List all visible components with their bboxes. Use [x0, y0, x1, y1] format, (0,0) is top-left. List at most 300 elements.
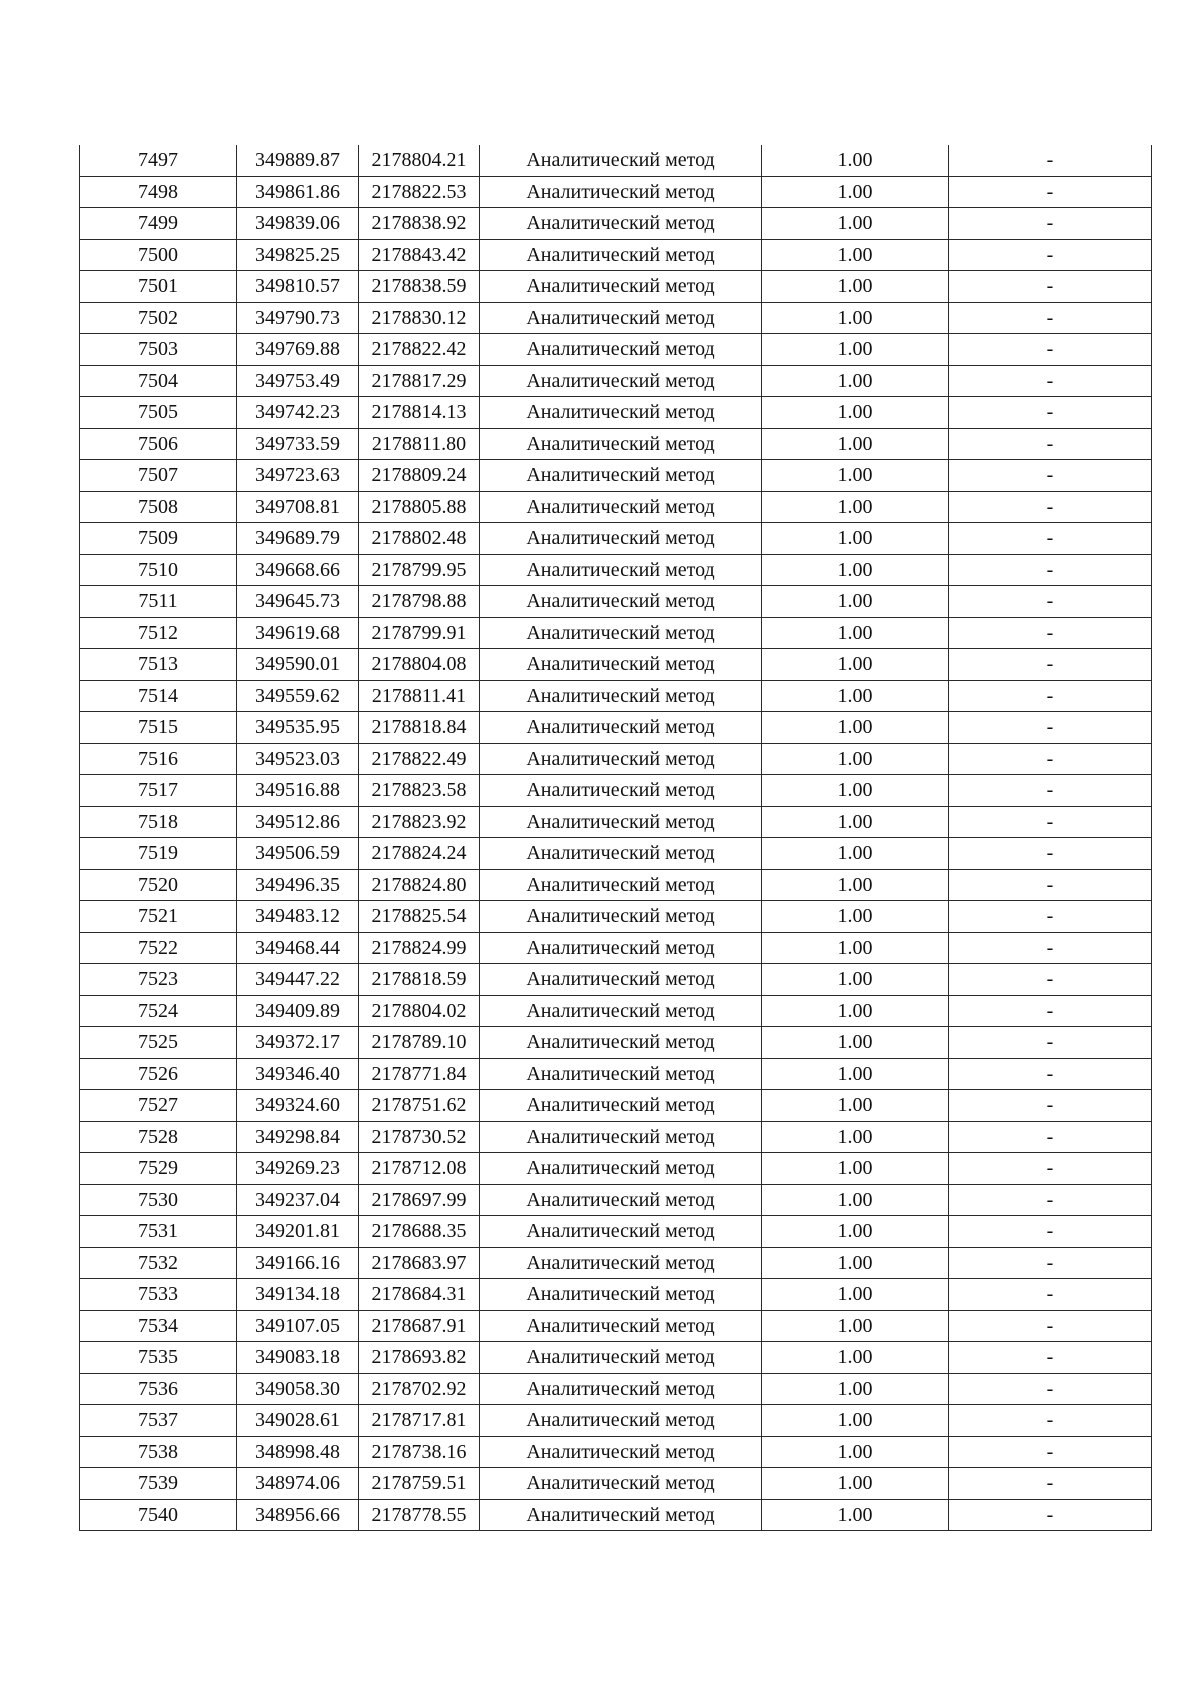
table-row	[80, 302, 1152, 334]
y-coordinate-cell: 2178804.02	[359, 995, 480, 1027]
accuracy-cell: 1.00	[762, 1247, 949, 1279]
method-cell: Аналитический метод	[480, 1373, 762, 1405]
accuracy-cell: 1.00	[762, 1027, 949, 1059]
x-coordinate-cell: 349506.59	[237, 838, 359, 870]
point-number-cell: 7501	[80, 271, 237, 303]
method-cell: Аналитический метод	[480, 1279, 762, 1311]
note-cell: -	[949, 1436, 1152, 1468]
point-number-cell: 7518	[80, 806, 237, 838]
method-cell: Аналитический метод	[480, 995, 762, 1027]
table-row	[80, 523, 1152, 555]
note-cell: -	[949, 1121, 1152, 1153]
note-cell: -	[949, 743, 1152, 775]
note-cell: -	[949, 271, 1152, 303]
table-row	[80, 1373, 1152, 1405]
method-cell: Аналитический метод	[480, 460, 762, 492]
y-coordinate-cell: 2178822.42	[359, 334, 480, 366]
point-number-cell: 7516	[80, 743, 237, 775]
accuracy-cell: 1.00	[762, 995, 949, 1027]
method-cell: Аналитический метод	[480, 365, 762, 397]
coordinates-table-body	[80, 145, 1152, 1531]
point-number-cell: 7540	[80, 1499, 237, 1531]
x-coordinate-cell: 348998.48	[237, 1436, 359, 1468]
x-coordinate-cell: 349298.84	[237, 1121, 359, 1153]
y-coordinate-cell: 2178789.10	[359, 1027, 480, 1059]
table-row	[80, 1310, 1152, 1342]
point-number-cell: 7497	[80, 145, 237, 176]
y-coordinate-cell: 2178823.92	[359, 806, 480, 838]
point-number-cell: 7527	[80, 1090, 237, 1122]
y-coordinate-cell: 2178759.51	[359, 1468, 480, 1500]
table-row	[80, 239, 1152, 271]
note-cell: -	[949, 302, 1152, 334]
table-row	[80, 964, 1152, 996]
point-number-cell: 7511	[80, 586, 237, 618]
note-cell: -	[949, 1279, 1152, 1311]
note-cell: -	[949, 1342, 1152, 1374]
method-cell: Аналитический метод	[480, 1216, 762, 1248]
accuracy-cell: 1.00	[762, 1184, 949, 1216]
x-coordinate-cell: 349619.68	[237, 617, 359, 649]
method-cell: Аналитический метод	[480, 1090, 762, 1122]
y-coordinate-cell: 2178688.35	[359, 1216, 480, 1248]
point-number-cell: 7523	[80, 964, 237, 996]
accuracy-cell: 1.00	[762, 901, 949, 933]
method-cell: Аналитический метод	[480, 712, 762, 744]
note-cell: -	[949, 1153, 1152, 1185]
method-cell: Аналитический метод	[480, 617, 762, 649]
y-coordinate-cell: 2178771.84	[359, 1058, 480, 1090]
accuracy-cell: 1.00	[762, 1121, 949, 1153]
table-row	[80, 428, 1152, 460]
table-row	[80, 1342, 1152, 1374]
accuracy-cell: 1.00	[762, 932, 949, 964]
point-number-cell: 7535	[80, 1342, 237, 1374]
method-cell: Аналитический метод	[480, 523, 762, 555]
table-row	[80, 932, 1152, 964]
note-cell: -	[949, 1027, 1152, 1059]
method-cell: Аналитический метод	[480, 1342, 762, 1374]
point-number-cell: 7506	[80, 428, 237, 460]
method-cell: Аналитический метод	[480, 1058, 762, 1090]
accuracy-cell: 1.00	[762, 239, 949, 271]
table-row	[80, 1468, 1152, 1500]
method-cell: Аналитический метод	[480, 145, 762, 176]
point-number-cell: 7509	[80, 523, 237, 555]
y-coordinate-cell: 2178687.91	[359, 1310, 480, 1342]
x-coordinate-cell: 349668.66	[237, 554, 359, 586]
method-cell: Аналитический метод	[480, 1499, 762, 1531]
note-cell: -	[949, 1247, 1152, 1279]
table-row	[80, 712, 1152, 744]
table-row	[80, 271, 1152, 303]
method-cell: Аналитический метод	[480, 1153, 762, 1185]
method-cell: Аналитический метод	[480, 208, 762, 240]
x-coordinate-cell: 349559.62	[237, 680, 359, 712]
point-number-cell: 7512	[80, 617, 237, 649]
y-coordinate-cell: 2178838.59	[359, 271, 480, 303]
note-cell: -	[949, 649, 1152, 681]
table-row	[80, 1184, 1152, 1216]
point-number-cell: 7530	[80, 1184, 237, 1216]
table-row	[80, 460, 1152, 492]
table-row	[80, 176, 1152, 208]
note-cell: -	[949, 712, 1152, 744]
accuracy-cell: 1.00	[762, 712, 949, 744]
accuracy-cell: 1.00	[762, 1499, 949, 1531]
note-cell: -	[949, 460, 1152, 492]
table-row	[80, 1436, 1152, 1468]
point-number-cell: 7534	[80, 1310, 237, 1342]
y-coordinate-cell: 2178824.80	[359, 869, 480, 901]
accuracy-cell: 1.00	[762, 806, 949, 838]
point-number-cell: 7503	[80, 334, 237, 366]
note-cell: -	[949, 176, 1152, 208]
x-coordinate-cell: 349769.88	[237, 334, 359, 366]
y-coordinate-cell: 2178809.24	[359, 460, 480, 492]
method-cell: Аналитический метод	[480, 1436, 762, 1468]
accuracy-cell: 1.00	[762, 176, 949, 208]
table-row	[80, 586, 1152, 618]
method-cell: Аналитический метод	[480, 239, 762, 271]
x-coordinate-cell: 349523.03	[237, 743, 359, 775]
accuracy-cell: 1.00	[762, 397, 949, 429]
point-number-cell: 7513	[80, 649, 237, 681]
y-coordinate-cell: 2178684.31	[359, 1279, 480, 1311]
table-row	[80, 838, 1152, 870]
table-row	[80, 995, 1152, 1027]
method-cell: Аналитический метод	[480, 1247, 762, 1279]
method-cell: Аналитический метод	[480, 397, 762, 429]
method-cell: Аналитический метод	[480, 586, 762, 618]
note-cell: -	[949, 1058, 1152, 1090]
point-number-cell: 7539	[80, 1468, 237, 1500]
accuracy-cell: 1.00	[762, 1373, 949, 1405]
table-row	[80, 1090, 1152, 1122]
point-number-cell: 7525	[80, 1027, 237, 1059]
x-coordinate-cell: 349645.73	[237, 586, 359, 618]
note-cell: -	[949, 365, 1152, 397]
y-coordinate-cell: 2178804.21	[359, 145, 480, 176]
table-row	[80, 901, 1152, 933]
note-cell: -	[949, 901, 1152, 933]
point-number-cell: 7533	[80, 1279, 237, 1311]
note-cell: -	[949, 491, 1152, 523]
accuracy-cell: 1.00	[762, 1279, 949, 1311]
note-cell: -	[949, 838, 1152, 870]
note-cell: -	[949, 239, 1152, 271]
table-row	[80, 208, 1152, 240]
note-cell: -	[949, 428, 1152, 460]
x-coordinate-cell: 349324.60	[237, 1090, 359, 1122]
table-row	[80, 491, 1152, 523]
point-number-cell: 7520	[80, 869, 237, 901]
y-coordinate-cell: 2178730.52	[359, 1121, 480, 1153]
x-coordinate-cell: 349708.81	[237, 491, 359, 523]
accuracy-cell: 1.00	[762, 1216, 949, 1248]
point-number-cell: 7500	[80, 239, 237, 271]
table-row	[80, 1279, 1152, 1311]
accuracy-cell: 1.00	[762, 302, 949, 334]
x-coordinate-cell: 348974.06	[237, 1468, 359, 1500]
x-coordinate-cell: 349753.49	[237, 365, 359, 397]
x-coordinate-cell: 349590.01	[237, 649, 359, 681]
table-row	[80, 145, 1152, 176]
x-coordinate-cell: 349483.12	[237, 901, 359, 933]
table-row	[80, 1027, 1152, 1059]
y-coordinate-cell: 2178712.08	[359, 1153, 480, 1185]
y-coordinate-cell: 2178683.97	[359, 1247, 480, 1279]
y-coordinate-cell: 2178717.81	[359, 1405, 480, 1437]
method-cell: Аналитический метод	[480, 1310, 762, 1342]
table-row	[80, 1153, 1152, 1185]
table-row	[80, 1058, 1152, 1090]
point-number-cell: 7517	[80, 775, 237, 807]
table-row	[80, 1247, 1152, 1279]
x-coordinate-cell: 348956.66	[237, 1499, 359, 1531]
x-coordinate-cell: 349825.25	[237, 239, 359, 271]
x-coordinate-cell: 349723.63	[237, 460, 359, 492]
point-number-cell: 7538	[80, 1436, 237, 1468]
y-coordinate-cell: 2178818.59	[359, 964, 480, 996]
x-coordinate-cell: 349237.04	[237, 1184, 359, 1216]
point-number-cell: 7536	[80, 1373, 237, 1405]
y-coordinate-cell: 2178843.42	[359, 239, 480, 271]
note-cell: -	[949, 1405, 1152, 1437]
point-number-cell: 7532	[80, 1247, 237, 1279]
y-coordinate-cell: 2178799.95	[359, 554, 480, 586]
x-coordinate-cell: 349742.23	[237, 397, 359, 429]
accuracy-cell: 1.00	[762, 1310, 949, 1342]
point-number-cell: 7529	[80, 1153, 237, 1185]
x-coordinate-cell: 349535.95	[237, 712, 359, 744]
accuracy-cell: 1.00	[762, 428, 949, 460]
accuracy-cell: 1.00	[762, 680, 949, 712]
note-cell: -	[949, 208, 1152, 240]
method-cell: Аналитический метод	[480, 428, 762, 460]
note-cell: -	[949, 1184, 1152, 1216]
note-cell: -	[949, 397, 1152, 429]
x-coordinate-cell: 349512.86	[237, 806, 359, 838]
table-row	[80, 649, 1152, 681]
accuracy-cell: 1.00	[762, 1058, 949, 1090]
y-coordinate-cell: 2178804.08	[359, 649, 480, 681]
x-coordinate-cell: 349889.87	[237, 145, 359, 176]
note-cell: -	[949, 932, 1152, 964]
point-number-cell: 7519	[80, 838, 237, 870]
y-coordinate-cell: 2178811.41	[359, 680, 480, 712]
x-coordinate-cell: 349058.30	[237, 1373, 359, 1405]
point-number-cell: 7510	[80, 554, 237, 586]
note-cell: -	[949, 680, 1152, 712]
x-coordinate-cell: 349733.59	[237, 428, 359, 460]
accuracy-cell: 1.00	[762, 1342, 949, 1374]
table-row	[80, 397, 1152, 429]
accuracy-cell: 1.00	[762, 145, 949, 176]
accuracy-cell: 1.00	[762, 1090, 949, 1122]
y-coordinate-cell: 2178838.92	[359, 208, 480, 240]
method-cell: Аналитический метод	[480, 271, 762, 303]
accuracy-cell: 1.00	[762, 365, 949, 397]
accuracy-cell: 1.00	[762, 869, 949, 901]
method-cell: Аналитический метод	[480, 1405, 762, 1437]
table-row	[80, 617, 1152, 649]
accuracy-cell: 1.00	[762, 586, 949, 618]
x-coordinate-cell: 349107.05	[237, 1310, 359, 1342]
method-cell: Аналитический метод	[480, 649, 762, 681]
method-cell: Аналитический метод	[480, 964, 762, 996]
accuracy-cell: 1.00	[762, 491, 949, 523]
point-number-cell: 7508	[80, 491, 237, 523]
note-cell: -	[949, 586, 1152, 618]
y-coordinate-cell: 2178818.84	[359, 712, 480, 744]
point-number-cell: 7522	[80, 932, 237, 964]
x-coordinate-cell: 349409.89	[237, 995, 359, 1027]
x-coordinate-cell: 349083.18	[237, 1342, 359, 1374]
x-coordinate-cell: 349346.40	[237, 1058, 359, 1090]
method-cell: Аналитический метод	[480, 743, 762, 775]
x-coordinate-cell: 349028.61	[237, 1405, 359, 1437]
y-coordinate-cell: 2178811.80	[359, 428, 480, 460]
point-number-cell: 7502	[80, 302, 237, 334]
note-cell: -	[949, 334, 1152, 366]
accuracy-cell: 1.00	[762, 1468, 949, 1500]
y-coordinate-cell: 2178823.58	[359, 775, 480, 807]
method-cell: Аналитический метод	[480, 1468, 762, 1500]
accuracy-cell: 1.00	[762, 460, 949, 492]
note-cell: -	[949, 1090, 1152, 1122]
table-row	[80, 1499, 1152, 1531]
y-coordinate-cell: 2178822.53	[359, 176, 480, 208]
y-coordinate-cell: 2178825.54	[359, 901, 480, 933]
y-coordinate-cell: 2178751.62	[359, 1090, 480, 1122]
accuracy-cell: 1.00	[762, 554, 949, 586]
note-cell: -	[949, 1468, 1152, 1500]
x-coordinate-cell: 349516.88	[237, 775, 359, 807]
note-cell: -	[949, 964, 1152, 996]
y-coordinate-cell: 2178702.92	[359, 1373, 480, 1405]
table-row	[80, 680, 1152, 712]
x-coordinate-cell: 349134.18	[237, 1279, 359, 1311]
point-number-cell: 7505	[80, 397, 237, 429]
accuracy-cell: 1.00	[762, 1405, 949, 1437]
table-row	[80, 806, 1152, 838]
method-cell: Аналитический метод	[480, 869, 762, 901]
y-coordinate-cell: 2178738.16	[359, 1436, 480, 1468]
y-coordinate-cell: 2178822.49	[359, 743, 480, 775]
method-cell: Аналитический метод	[480, 1027, 762, 1059]
accuracy-cell: 1.00	[762, 743, 949, 775]
accuracy-cell: 1.00	[762, 617, 949, 649]
x-coordinate-cell: 349372.17	[237, 1027, 359, 1059]
point-number-cell: 7537	[80, 1405, 237, 1437]
accuracy-cell: 1.00	[762, 208, 949, 240]
y-coordinate-cell: 2178824.24	[359, 838, 480, 870]
method-cell: Аналитический метод	[480, 1184, 762, 1216]
table-row	[80, 365, 1152, 397]
point-number-cell: 7528	[80, 1121, 237, 1153]
y-coordinate-cell: 2178802.48	[359, 523, 480, 555]
x-coordinate-cell: 349447.22	[237, 964, 359, 996]
method-cell: Аналитический метод	[480, 806, 762, 838]
method-cell: Аналитический метод	[480, 901, 762, 933]
x-coordinate-cell: 349201.81	[237, 1216, 359, 1248]
method-cell: Аналитический метод	[480, 491, 762, 523]
note-cell: -	[949, 1373, 1152, 1405]
y-coordinate-cell: 2178824.99	[359, 932, 480, 964]
table-row	[80, 1216, 1152, 1248]
point-number-cell: 7507	[80, 460, 237, 492]
table-row	[80, 743, 1152, 775]
accuracy-cell: 1.00	[762, 1436, 949, 1468]
point-number-cell: 7526	[80, 1058, 237, 1090]
table-row	[80, 1405, 1152, 1437]
note-cell: -	[949, 806, 1152, 838]
note-cell: -	[949, 554, 1152, 586]
note-cell: -	[949, 1216, 1152, 1248]
y-coordinate-cell: 2178814.13	[359, 397, 480, 429]
note-cell: -	[949, 1310, 1152, 1342]
point-number-cell: 7498	[80, 176, 237, 208]
y-coordinate-cell: 2178778.55	[359, 1499, 480, 1531]
point-number-cell: 7515	[80, 712, 237, 744]
point-number-cell: 7514	[80, 680, 237, 712]
note-cell: -	[949, 995, 1152, 1027]
method-cell: Аналитический метод	[480, 302, 762, 334]
x-coordinate-cell: 349468.44	[237, 932, 359, 964]
x-coordinate-cell: 349861.86	[237, 176, 359, 208]
accuracy-cell: 1.00	[762, 334, 949, 366]
y-coordinate-cell: 2178817.29	[359, 365, 480, 397]
x-coordinate-cell: 349810.57	[237, 271, 359, 303]
accuracy-cell: 1.00	[762, 964, 949, 996]
x-coordinate-cell: 349790.73	[237, 302, 359, 334]
point-number-cell: 7524	[80, 995, 237, 1027]
accuracy-cell: 1.00	[762, 1153, 949, 1185]
point-number-cell: 7504	[80, 365, 237, 397]
y-coordinate-cell: 2178798.88	[359, 586, 480, 618]
point-number-cell: 7531	[80, 1216, 237, 1248]
y-coordinate-cell: 2178697.99	[359, 1184, 480, 1216]
x-coordinate-cell: 349496.35	[237, 869, 359, 901]
accuracy-cell: 1.00	[762, 649, 949, 681]
method-cell: Аналитический метод	[480, 554, 762, 586]
table-row	[80, 1121, 1152, 1153]
note-cell: -	[949, 1499, 1152, 1531]
note-cell: -	[949, 523, 1152, 555]
note-cell: -	[949, 617, 1152, 649]
coordinates-table	[79, 145, 1152, 1531]
y-coordinate-cell: 2178799.91	[359, 617, 480, 649]
accuracy-cell: 1.00	[762, 523, 949, 555]
x-coordinate-cell: 349269.23	[237, 1153, 359, 1185]
method-cell: Аналитический метод	[480, 334, 762, 366]
y-coordinate-cell: 2178805.88	[359, 491, 480, 523]
method-cell: Аналитический метод	[480, 838, 762, 870]
y-coordinate-cell: 2178830.12	[359, 302, 480, 334]
method-cell: Аналитический метод	[480, 176, 762, 208]
method-cell: Аналитический метод	[480, 1121, 762, 1153]
x-coordinate-cell: 349166.16	[237, 1247, 359, 1279]
note-cell: -	[949, 145, 1152, 176]
accuracy-cell: 1.00	[762, 775, 949, 807]
note-cell: -	[949, 869, 1152, 901]
table-row	[80, 334, 1152, 366]
x-coordinate-cell: 349689.79	[237, 523, 359, 555]
accuracy-cell: 1.00	[762, 838, 949, 870]
method-cell: Аналитический метод	[480, 932, 762, 964]
method-cell: Аналитический метод	[480, 680, 762, 712]
